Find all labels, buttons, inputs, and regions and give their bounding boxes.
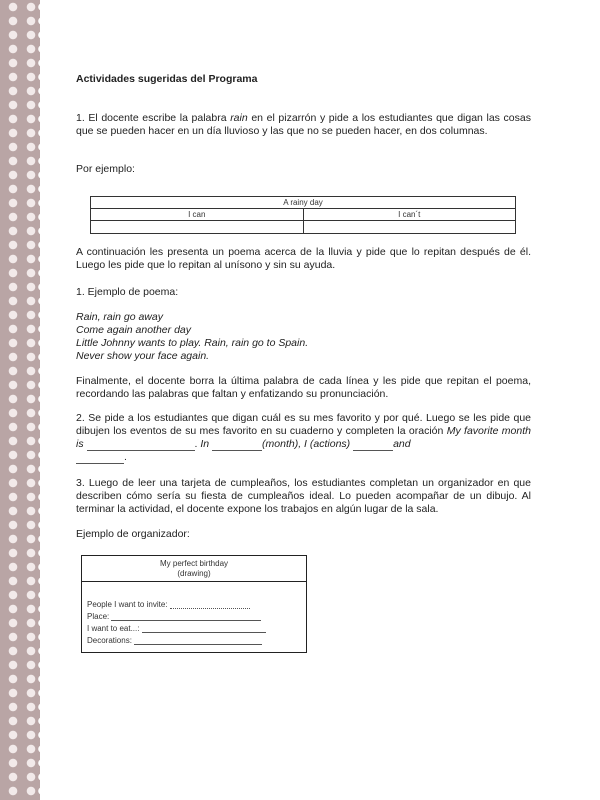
table-cell [303, 221, 516, 234]
poem-intro: A continuación les presenta un poema acerca de la lluvia y pide que lo repitan después de él. Luego les pide que lo repitan al unísono y sin su ayuda. [76, 246, 531, 271]
activity-1-text-a: 1. El docente escribe la palabra [76, 112, 231, 124]
blank-line [353, 442, 393, 451]
example-label: Por ejemplo: [76, 163, 135, 175]
activity-2-sentence-c: (month), I (actions) [262, 438, 351, 450]
decorative-border [0, 0, 40, 800]
activity-2-sentence-b: In [200, 438, 210, 450]
activity-2-text-a: 2. Se pide a los estudiantes que digan cuál es su mes favorito y por qué. Luego se les pide que dibujen los eventos de su mes favorito en su cuaderno y completen la oración [76, 412, 531, 437]
blank-line [87, 442, 195, 451]
table-header-i-cant: I can´t [303, 209, 516, 221]
poem-line: Little Johnny wants to play. Rain, rain go to Spain. [76, 337, 309, 349]
table-header-i-can: I can [91, 209, 304, 221]
activity-1-text [76, 112, 531, 138]
rainy-day-table [90, 196, 516, 234]
organizer-line: People I want to invite: [87, 600, 250, 609]
table-title: A rainy day [91, 197, 516, 209]
table-cell [91, 221, 304, 234]
activity-1-text-b: en el pizarrón y pide a los estudiantes que digan las cosas que se pueden hacer en un día lluvioso y las que no se pueden hacer, en dos columnas. [76, 112, 531, 137]
decorative-border-edge [36, 0, 42, 800]
organizer-label: Ejemplo de organizador: [76, 528, 190, 540]
activity-1-keyword: rain [230, 112, 248, 124]
poem-line: Rain, rain go away [76, 311, 163, 323]
finalmente-text: Finalmente, el docente borra la última palabra de cada línea y les pide que repitan el poema, recordando las palabras que faltan y enfatizando su pronunciación. [76, 375, 531, 400]
organizer-line: Decorations: [87, 636, 262, 645]
activity-2-sentence-a: My favorite month is [76, 425, 531, 450]
page-title: Actividades sugeridas del Programa [76, 73, 258, 85]
organizer-header [82, 556, 306, 582]
organizer-line: I want to eat...: [87, 624, 266, 633]
activity-3-text: 3. Luego de leer una tarjeta de cumpleaños, los estudiantes completan un organizador en que describen cómo sería su fiesta de cumpleaños ideal. Lo pueden acompañar de un dibujo. Al terminar la actividad, el docente expone los trabajos en algún lugar de la sala. [76, 477, 531, 515]
organizer-subtitle: (drawing) [177, 569, 211, 578]
blank-line [76, 455, 124, 464]
poem-line: Come again another day [76, 324, 191, 336]
poem [76, 311, 531, 363]
activity-2-sentence-d: and [393, 438, 411, 450]
blank-line [212, 442, 262, 451]
activity-2-text: 2. Se pide a los estudiantes que digan cuál es su mes favorito y por qué. Luego se les pide que dibujen los eventos de su mes favorito en su cuaderno y completen la oración My favorite month is . In (month), I (actions) and . [76, 412, 531, 463]
organizer-title: My perfect birthday [159, 559, 229, 568]
birthday-organizer [81, 555, 307, 653]
poem-line: Never show your face again. [76, 350, 210, 362]
organizer-line: Place: [87, 612, 261, 621]
poem-label: 1. Ejemplo de poema: [76, 286, 179, 298]
